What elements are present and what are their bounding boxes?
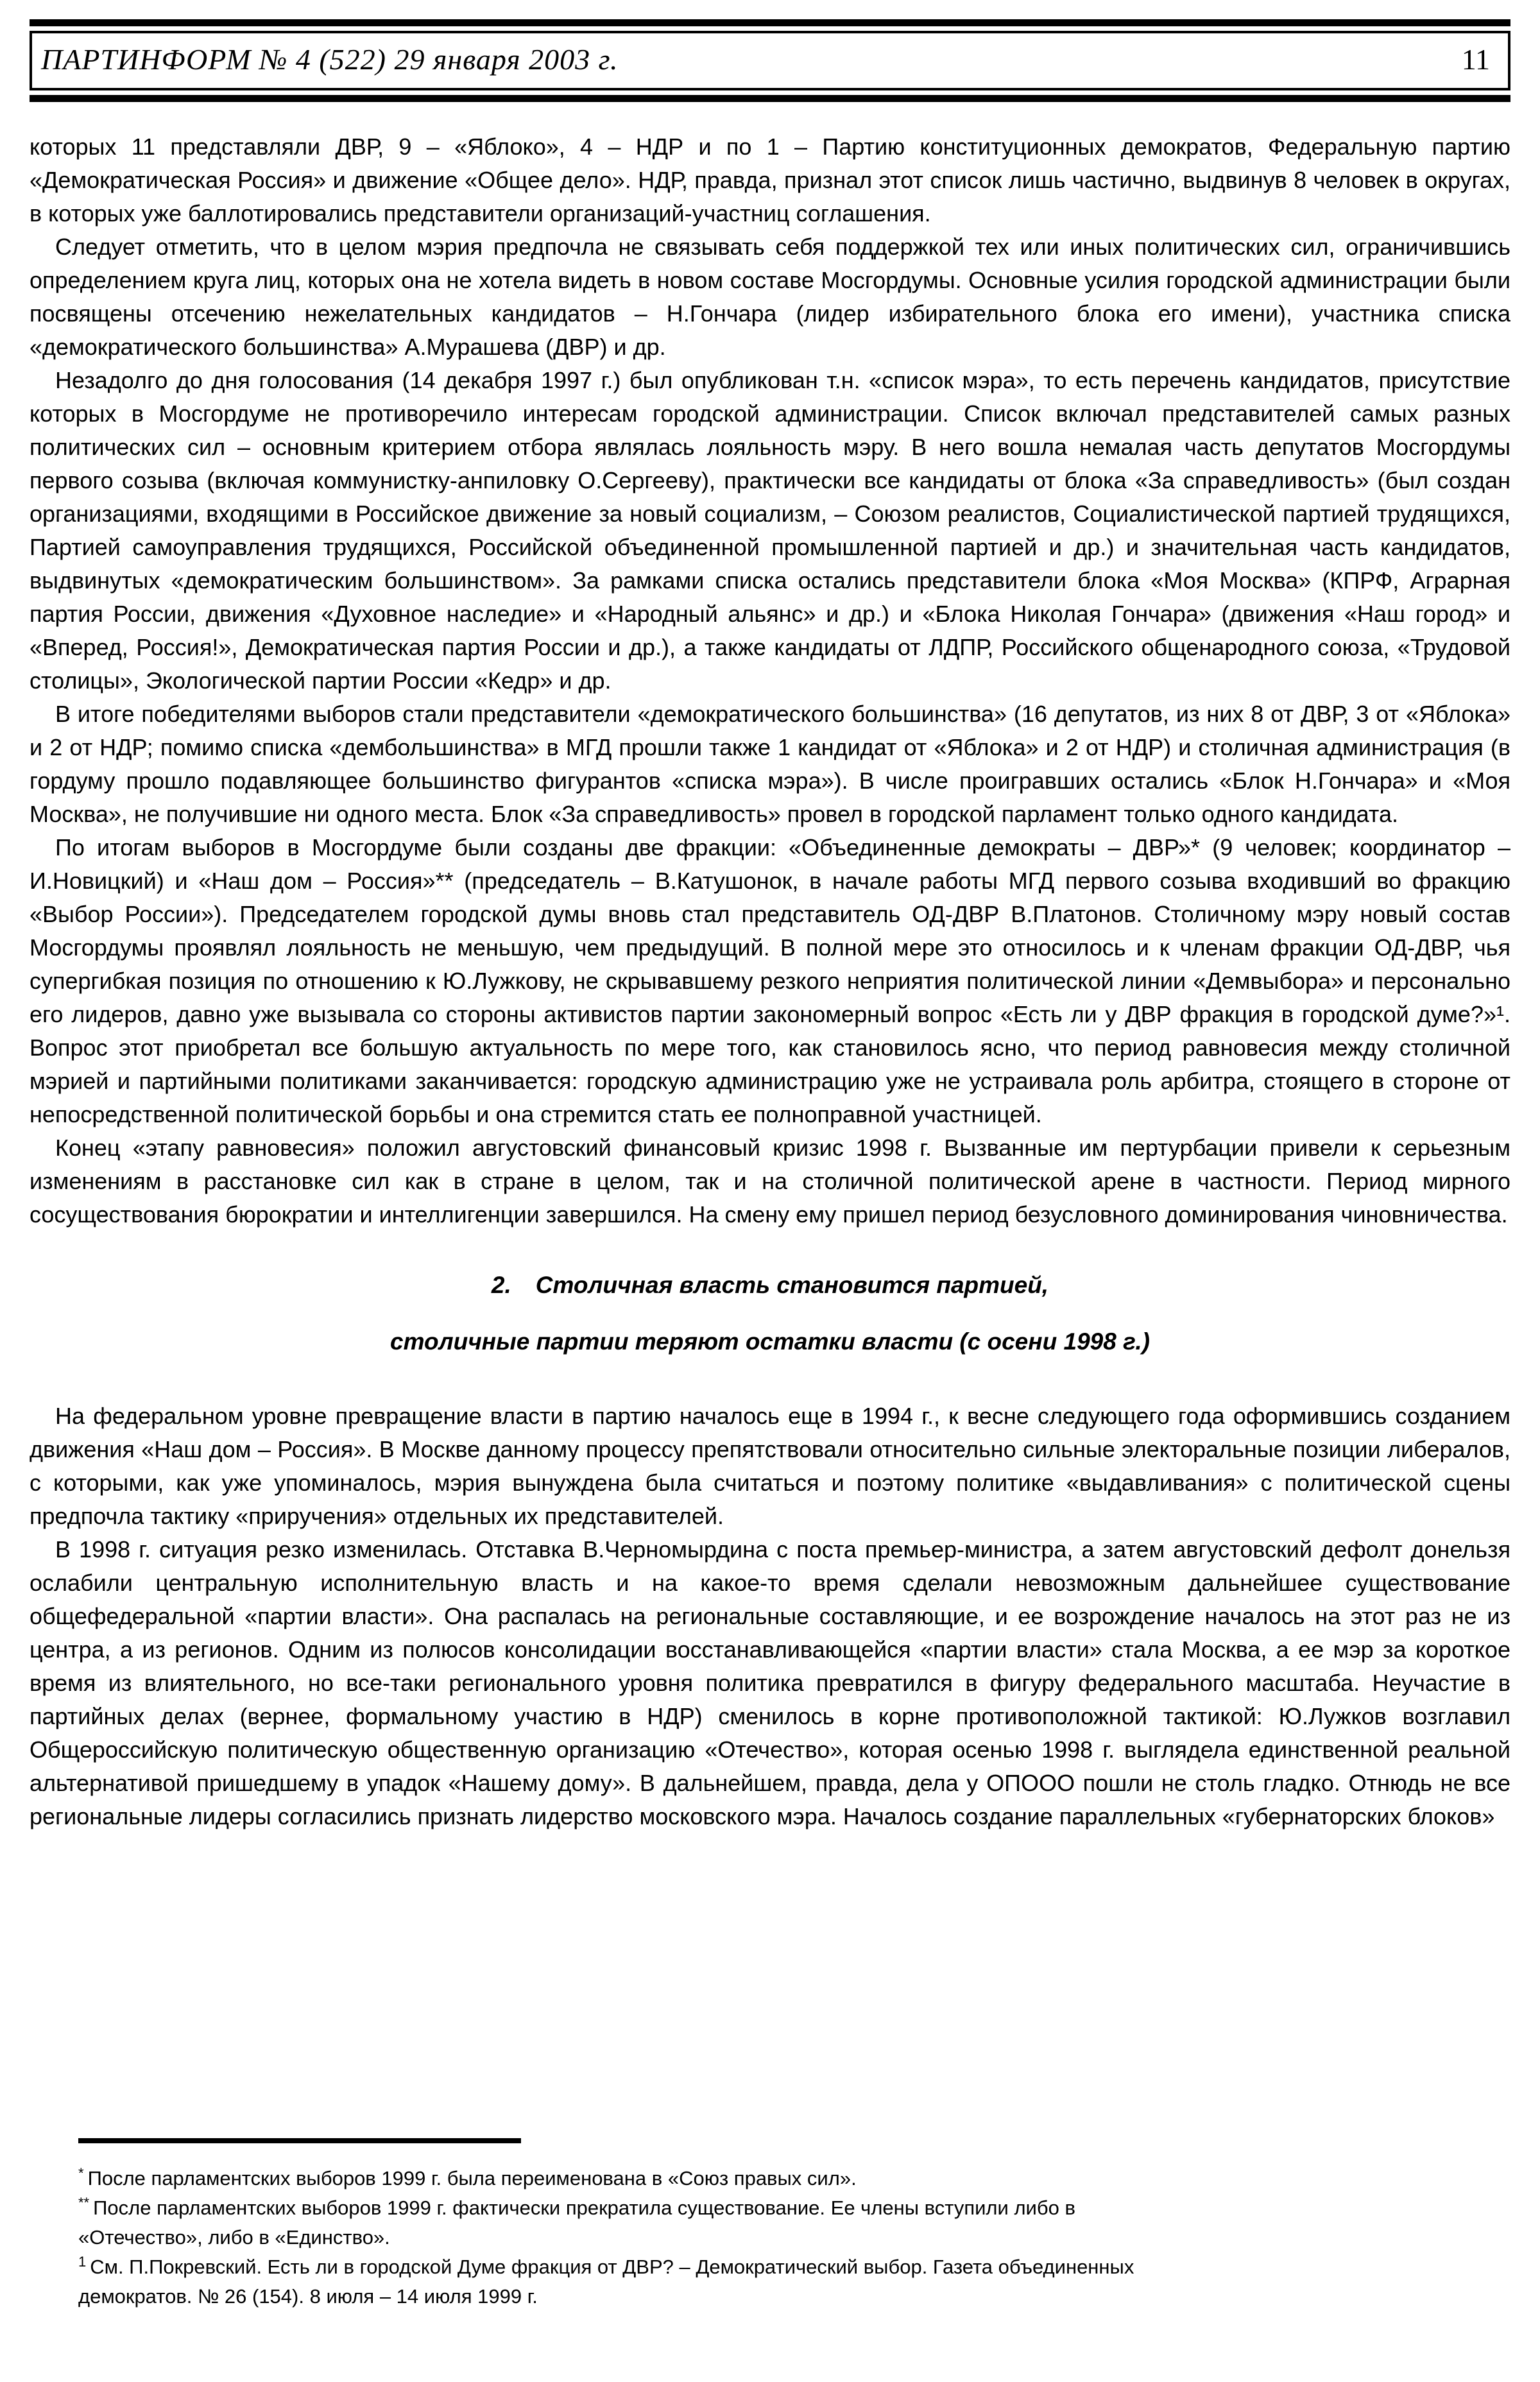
paragraph-8: В 1998 г. ситуация резко изменилась. Отставка В.Черномырдина с поста премьер-министра, а затем августовский дефолт донельзя ослабили центральную исполнительную власть и на какое-то время сделали невозможным дальнейшее существование общефедеральной «партии власти». Она распалась на региональные составляющие, и ее возрождение началось на этот раз не из центра, а из регионов. Одним из полюсов консолидации восстанавливающейся «партии власти» стала Москва, а ее мэр за короткое время из влиятельного, но все-таки регионального уровня политика превратился в фигуру федерального масштаба. Неучастие в партийных делах (вернее, формальному участию в НДР) сменилось в корне противоположной тактикой: Ю.Лужков возглавил Общероссийскую политическую общественную организацию «Отечество», которая осенью 1998 г. выглядела единственной реальной альтернативой пришедшему в упадок «Нашему дому». В дальнейшем, правда, дела у ОПООО пошли не столь гладко. Отнюдь не все региональные лидеры согласились признать лидерство московского мэра. Началось создание параллельных «губернаторских блоков» [30,1536,1510,1829]
footnote-2 [78,2193,1510,2252]
article-body [30,130,1510,1833]
paragraph-2: Следует отметить, что в целом мэрия предпочла не связывать себя поддержкой тех или иных политических сил, ограничившись определением круга лиц, которых она не хотела видеть в новом составе Мосгордумы. Основные усилия городской администрации были посвящены отсечению нежелательных кандидатов – Н.Гончара (лидер избирательного блока его имени), участника списка «демократического большинства» А.Мурашева (ДВР) и др. [30,234,1510,360]
page-header-box [30,31,1510,90]
footnote-2-line-1 [78,2193,1510,2223]
footnote-2-line-2: «Отечество», либо в «Единство». [78,2226,390,2249]
footnote-separator-rule [78,2138,521,2143]
whitespace-spacer [30,1833,1510,2138]
page-header [30,19,1510,102]
paragraph-3: Незадолго до дня голосования (14 декабря 1997 г.) был опубликован т.н. «список мэра», то есть перечень кандидатов, присутствие которых в Мосгордуме не противоречило интересам городской администрации. Список включал представителей самых разных политических сил – основным критерием отбора являлась лояльность мэру. В него вошла немалая часть депутатов Мосгордумы первого созыва (включая коммунистку-анпиловку О.Сергееву), практически все кандидаты от блока «За справедливость» (был создан организациями, входящими в Российское движение за новый социализм, – Союзом реалистов, Социалистической партией трудящихся, Партией самоуправления трудящихся, Российской объединенной промышленной партией и др.) и значительная часть кандидатов, выдвинутых «демократическим большинством». За рамками списка остались представители блока «Моя Москва» (КПРФ, Аграрная партия России, движения «Духовное наследие» и «Народный альянс» и др.) и «Блока Николая Гончара» (движения «Наш город» и «Вперед, Россия!», Демократическая партия России и др.), а также кандидаты от ЛДПР, Российского общенародного союза, «Трудовой столицы», Экологической партии России «Кедр» и др. [30,367,1510,694]
footnote-3 [78,2252,1510,2311]
footnote-3-text: См. П.Покревский. Есть ли в городской Думе фракция от ДВР? – Демократический выбор. Газета объединенных [90,2256,1134,2278]
paragraph-6: Конец «этапу равновесия» положил августовский финансовый кризис 1998 г. Вызванные им пертурбации привели к серьезным изменениям в расстановке сил как в стране в целом, так и на столичной политической арене в частности. Период мирного сосуществования бюрократии и интеллигенции завершился. На смену ему пришел период безусловного доминирования чиновничества. [30,1135,1510,1228]
page-number: 11 [1461,43,1490,76]
section-heading [30,1271,1510,1356]
section-title-part-1: Столичная власть становится партией, [535,1272,1049,1298]
paragraph-5: По итогам выборов в Мосгордуме были созданы две фракции: «Объединенные демократы – ДВР»* (9 человек; координатор – И.Новицкий) и «Наш дом – Россия»** (председатель – В.Катушонок, в начале работы МГД первого созыва входивший во фракцию «Выбор России»). Председателем городской думы вновь стал представитель ОД-ДВР В.Платонов. Столичному мэру новый состав Мосгордумы проявлял лояльность не меньшую, чем предыдущий. В полной мере это относилось и к членам фракции ОД-ДВР, чья супергибкая позиция по отношению к Ю.Лужкову, не скрывавшему резкого неприятия политической линии «Демвыбора» и персонально его лидеров, давно уже вызывала со стороны активистов партии закономерный вопрос «Есть ли у ДВР фракция в городской думе?»¹. Вопрос этот приобретал все большую актуальность по мере того, как становилось ясно, что период равновесия между столичной мэрией и партийными политиками заканчивается: городскую администрацию уже не устраивала роль арбитра, стоящего в стороне от непосредственной политической борьбы и она стремится стать ее полноправной участницей. [30,834,1510,1127]
footnote-2-text: После парламентских выборов 1999 г. фактически прекратила существование. Ее члены вступили либо в [93,2197,1075,2219]
footnote-3-line-1 [78,2252,1510,2282]
footnote-3-line-2: демократов. № 26 (154). 8 июля – 14 июля 1999 г. [78,2285,538,2308]
newsletter-title: ПАРТИНФОРМ № 4 (522) 29 января 2003 г. [41,43,619,76]
section-heading-line-2: столичные партии теряют остатки власти (с осени 1998 г.) [390,1328,1150,1355]
footnote-1 [78,2164,1510,2193]
paragraph-1: которых 11 представляли ДВР, 9 – «Яблоко», 4 – НДР и по 1 – Партию конституционных демократов, Федеральную партию «Демократическая Россия» и движение «Общее дело». НДР, правда, признал этот список лишь частично, выдвинув 8 человек в округах, в которых уже баллотировались представители организаций-участниц соглашения. [30,133,1510,227]
paragraph-7: На федеральном уровне превращение власти в партию началось еще в 1994 г., к весне следующего года оформившись созданием движения «Наш дом – Россия». В Москве данному процессу препятствовали относительно сильные электоральные позиции либералов, с которыми, как уже упоминалось, мэрия вынуждена была считаться и поэтому политике «выдавливания» с политической сцены предпочла тактику «приручения» отдельных их представителей. [30,1403,1510,1529]
footnote-1-line-1 [78,2164,1510,2193]
section-heading-line-1 [30,1271,1510,1299]
footnote-3-marker: 1 [78,2253,87,2270]
footnote-1-marker: * [78,2164,84,2181]
footnotes [78,2138,1510,2311]
footnote-1-text: После парламентских выборов 1999 г. была переименована в «Союз правых сил». [87,2167,857,2189]
paragraph-4: В итоге победителями выборов стали представители «демократического большинства» (16 депутатов, из них 8 от ДВР, 3 от «Яблока» и 2 от НДР; помимо списка «дембольшинства» в МГД прошли также 1 кандидат от «Яблока» и 2 от НДР) и столичная администрация (в гордуму прошло подавляющее большинство фигурантов «списка мэра»). В числе проигравших остались «Блок Н.Гончара» и «Моя Москва», не получившие ни одного места. Блок «За справедливость» провел в городской парламент только одного кандидата. [30,701,1510,827]
footnote-2-marker: ** [78,2194,90,2211]
section-number: 2. [491,1272,511,1298]
